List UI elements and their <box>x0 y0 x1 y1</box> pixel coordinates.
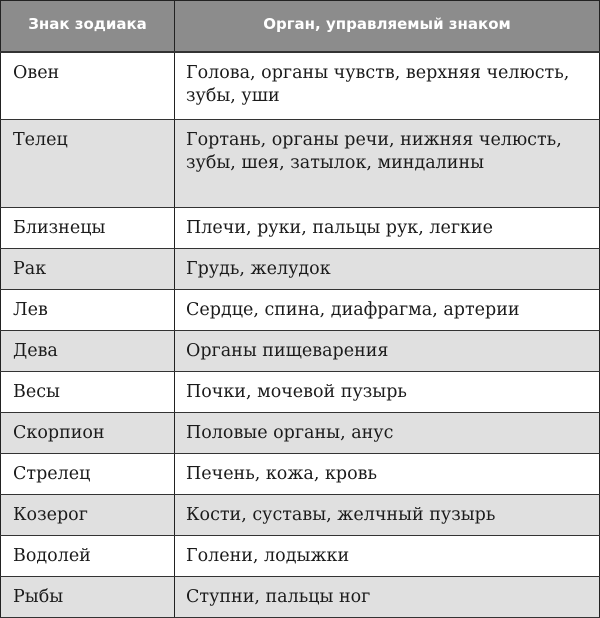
organ-cell: Половые органы, анус <box>175 413 600 454</box>
sign-cell: Скорпион <box>1 413 175 454</box>
sign-cell: Дева <box>1 331 175 372</box>
table-row <box>1 208 600 249</box>
sign-cell: Рак <box>1 249 175 290</box>
organ-cell: Сердце, спина, диафрагма, артерии <box>175 290 600 331</box>
organ-cell: Ступни, пальцы ног <box>175 577 600 618</box>
table-row <box>1 536 600 577</box>
sign-cell: Овен <box>1 52 175 120</box>
organ-cell: Голова, органы чувств, верхняя челюсть, зубы, уши <box>175 52 600 120</box>
table-row <box>1 249 600 290</box>
header-organ: Орган, управляемый знаком <box>175 1 600 52</box>
header-row <box>1 1 600 52</box>
table-row <box>1 120 600 208</box>
sign-cell: Стрелец <box>1 454 175 495</box>
table-row <box>1 413 600 454</box>
table-row <box>1 331 600 372</box>
organ-cell: Голени, лодыжки <box>175 536 600 577</box>
organ-cell: Органы пищеварения <box>175 331 600 372</box>
sign-cell: Близнецы <box>1 208 175 249</box>
organ-cell: Кости, суставы, желчный пузырь <box>175 495 600 536</box>
header-zodiac-sign: Знак зодиака <box>1 1 175 52</box>
organ-cell: Грудь, желудок <box>175 249 600 290</box>
sign-cell: Лев <box>1 290 175 331</box>
organ-cell: Плечи, руки, пальцы рук, легкие <box>175 208 600 249</box>
table-row <box>1 495 600 536</box>
table-row <box>1 52 600 120</box>
sign-cell: Рыбы <box>1 577 175 618</box>
table-row <box>1 454 600 495</box>
organ-cell: Печень, кожа, кровь <box>175 454 600 495</box>
table-row <box>1 290 600 331</box>
table-row <box>1 372 600 413</box>
sign-cell: Водолей <box>1 536 175 577</box>
organ-cell: Почки, мочевой пузырь <box>175 372 600 413</box>
table-row <box>1 577 600 618</box>
sign-cell: Весы <box>1 372 175 413</box>
organ-cell: Гортань, органы речи, нижняя челюсть, зубы, шея, затылок, миндалины <box>175 120 600 208</box>
sign-cell: Телец <box>1 120 175 208</box>
sign-cell: Козерог <box>1 495 175 536</box>
